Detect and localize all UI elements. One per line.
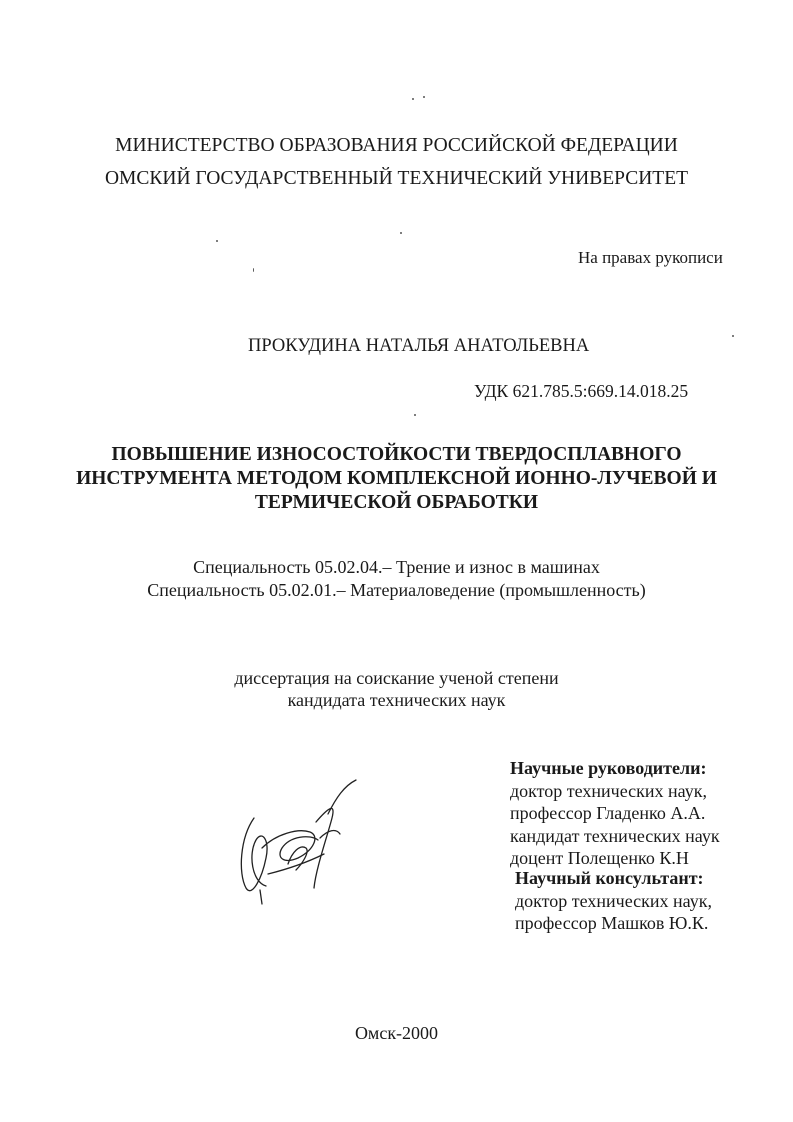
consultant-line: доктор технических наук, xyxy=(515,890,712,911)
degree-line: диссертация на соискание ученой степени xyxy=(234,668,559,688)
scan-speck xyxy=(423,96,425,98)
scan-speck xyxy=(400,232,402,234)
supervisors-heading: Научные руководители: xyxy=(510,758,707,778)
scan-speck xyxy=(412,98,414,100)
author-name: ПРОКУДИНА НАТАЛЬЯ АНАТОЛЬЕВНА xyxy=(248,336,590,356)
scan-speck xyxy=(216,240,218,242)
consultant-line: профессор Машков Ю.К. xyxy=(515,913,709,933)
supervisor-line: доктор технических наук, xyxy=(510,780,707,801)
title-line: ТЕРМИЧЕСКОЙ ОБРАБОТКИ xyxy=(254,492,539,513)
dissertation-title xyxy=(0,443,793,515)
city-year: Омск-2000 xyxy=(354,1023,439,1043)
supervisors-block xyxy=(510,757,720,870)
supervisor-line: профессор Гладенко А.А. xyxy=(510,803,706,823)
ministry-name: МИНИСТЕРСТВО ОБРАЗОВАНИЯ РОССИЙСКОЙ ФЕДЕРАЦИИ xyxy=(115,135,678,156)
title-line: ПОВЫШЕНИЕ ИЗНОСОСТОЙКОСТИ ТВЕРДОСПЛАВНОГО xyxy=(111,444,682,465)
supervisor-line: доцент Полещенко К.Н xyxy=(510,848,689,868)
degree-line: кандидата технических наук xyxy=(287,690,506,710)
signature-icon xyxy=(232,778,362,908)
title-line: ИНСТРУМЕНТА МЕТОДОМ КОМПЛЕКСНОЙ ИОННО-ЛУЧЕВОЙ И xyxy=(76,468,717,489)
specialty-line: Специальность 05.02.01.– Материаловедение (промышленность) xyxy=(147,580,646,600)
udk-code: УДК 621.785.5:669.14.018.25 xyxy=(474,381,689,401)
scan-speck xyxy=(414,414,416,416)
scan-speck xyxy=(732,335,734,337)
rights-note: На правах рукописи xyxy=(578,248,723,267)
specialty-line: Специальность 05.02.04.– Трение и износ в машинах xyxy=(193,557,600,577)
consultant-heading: Научный консультант: xyxy=(515,868,704,888)
scan-speck xyxy=(253,268,254,272)
supervisor-line: кандидат технических наук xyxy=(510,825,720,846)
consultant-block xyxy=(515,867,712,935)
university-name: ОМСКИЙ ГОСУДАРСТВЕННЫЙ ТЕХНИЧЕСКИЙ УНИВЕРСИТЕТ xyxy=(104,168,689,189)
